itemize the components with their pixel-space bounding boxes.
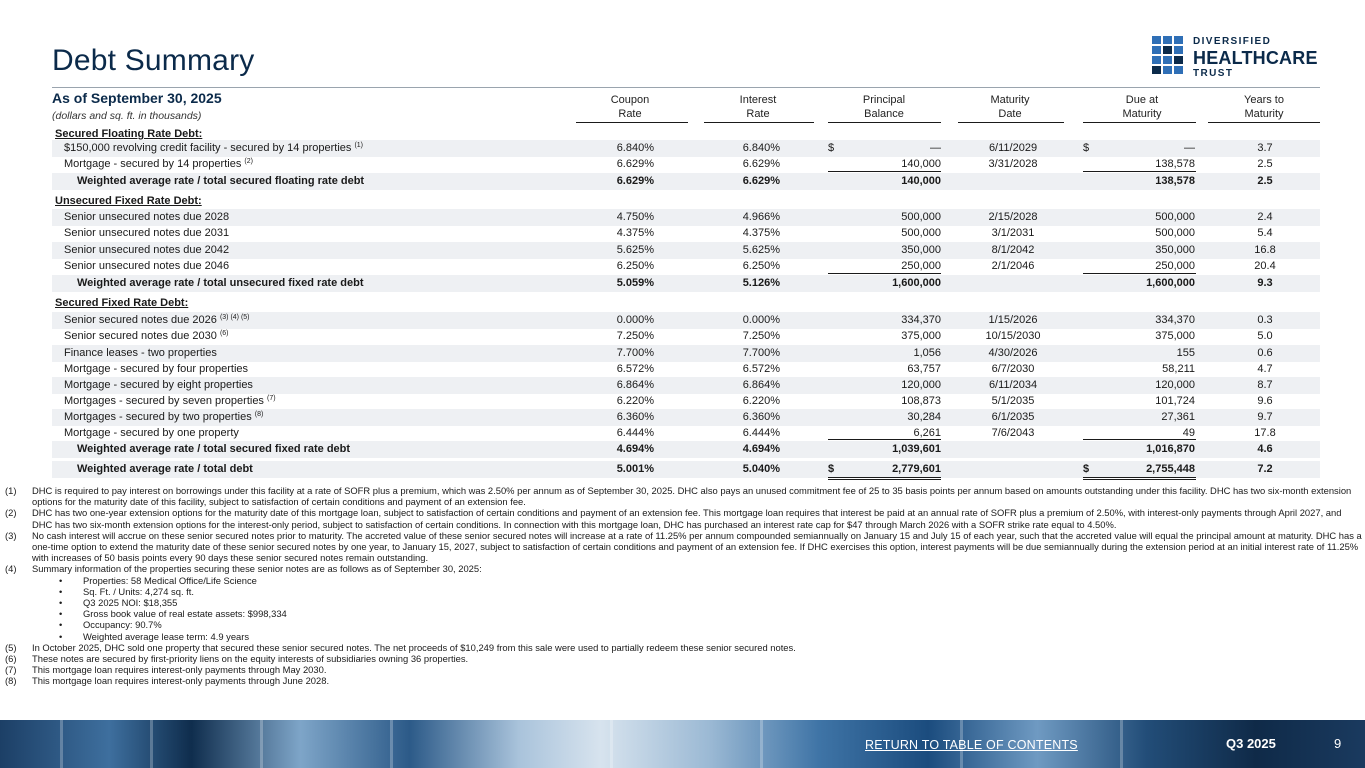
coupon-rate-cell: 6.629% bbox=[616, 158, 654, 170]
principal-balance-cell: 30,284 bbox=[907, 411, 941, 423]
interest-rate-cell: 5.625% bbox=[742, 244, 780, 256]
logo-grid-icon bbox=[1152, 36, 1186, 74]
col-head-coupon-line2: Rate bbox=[618, 107, 642, 120]
table-row bbox=[52, 209, 1320, 226]
interest-rate-cell: 6.220% bbox=[742, 395, 780, 407]
footnote bbox=[5, 530, 1362, 564]
row-label-text: Finance leases - two properties bbox=[64, 347, 217, 359]
quarter-label: Q3 2025 bbox=[1226, 736, 1276, 751]
col-head-due bbox=[1092, 94, 1192, 121]
row-label bbox=[55, 193, 202, 210]
row-label bbox=[64, 156, 253, 173]
col-head-maturity bbox=[965, 94, 1055, 121]
col-head-years-underline bbox=[1208, 122, 1320, 123]
due-dollar-sign: $ bbox=[1083, 463, 1090, 475]
years-to-maturity-cell: 3.7 bbox=[1257, 142, 1273, 154]
underline-unsecured-principal bbox=[828, 273, 941, 274]
maturity-date-cell: 8/1/2042 bbox=[991, 244, 1035, 256]
title-rule bbox=[52, 87, 1320, 88]
coupon-rate-cell: 6.629% bbox=[616, 175, 654, 187]
underline-floating-principal bbox=[828, 171, 941, 172]
years-to-maturity-cell: 9.3 bbox=[1257, 277, 1273, 289]
years-to-maturity-cell: 2.5 bbox=[1257, 175, 1273, 187]
section-header bbox=[52, 193, 1320, 210]
years-to-maturity-cell: 5.4 bbox=[1257, 227, 1273, 239]
principal-balance-cell: 250,000 bbox=[901, 260, 941, 272]
col-head-due-line1: Due at bbox=[1125, 94, 1159, 106]
footnote-ref: (8) bbox=[254, 411, 264, 418]
maturity-date-cell: 2/1/2046 bbox=[991, 260, 1035, 272]
maturity-date-cell: 10/15/2030 bbox=[985, 330, 1041, 342]
due-at-maturity-cell: 27,361 bbox=[1161, 411, 1195, 423]
footer-banner bbox=[0, 720, 1365, 768]
row-label-text: Mortgage - secured by one property bbox=[64, 427, 239, 439]
interest-rate-cell: 6.572% bbox=[742, 363, 780, 375]
row-label bbox=[64, 361, 248, 378]
years-to-maturity-cell: 9.6 bbox=[1257, 395, 1273, 407]
years-to-maturity-cell: 20.4 bbox=[1254, 260, 1276, 272]
row-label-text: Weighted average rate / total unsecured fixed rate debt bbox=[77, 277, 364, 289]
principal-balance-cell: 140,000 bbox=[901, 175, 941, 187]
due-at-maturity-cell: — bbox=[1184, 142, 1195, 154]
principal-balance-cell: 334,370 bbox=[901, 314, 941, 326]
table-row bbox=[52, 377, 1320, 394]
row-label-text: Mortgage - secured by four properties bbox=[64, 363, 249, 375]
interest-rate-cell: 5.126% bbox=[742, 277, 780, 289]
years-to-maturity-cell: 17.8 bbox=[1254, 427, 1276, 439]
footnote-bullet: • Weighted average lease term: 4.9 years bbox=[5, 631, 1362, 642]
due-at-maturity-cell: 375,000 bbox=[1155, 330, 1195, 342]
return-to-toc-link[interactable]: RETURN TO TABLE OF CONTENTS bbox=[865, 738, 1078, 752]
col-head-interest-underline bbox=[704, 122, 814, 123]
principal-balance-cell: 108,873 bbox=[901, 395, 941, 407]
logo-line-1: DIVERSIFIED bbox=[1193, 36, 1272, 47]
footnote-number: (2) bbox=[5, 507, 17, 519]
maturity-date-cell: 2/15/2028 bbox=[988, 211, 1038, 223]
principal-balance-cell: 1,600,000 bbox=[892, 277, 941, 289]
due-at-maturity-cell: 350,000 bbox=[1155, 244, 1195, 256]
footnote-bullet: • Properties: 58 Medical Office/Life Science bbox=[5, 575, 1362, 586]
coupon-rate-cell: 6.840% bbox=[616, 142, 654, 154]
footnote-number: (5) bbox=[5, 641, 17, 653]
maturity-date-cell: 6/1/2035 bbox=[991, 411, 1035, 423]
footnote-ref: (3) (4) (5) bbox=[219, 314, 250, 321]
row-label bbox=[55, 295, 188, 312]
row-label bbox=[64, 242, 229, 259]
footnote-number: (4) bbox=[5, 563, 17, 575]
due-at-maturity-cell: 1,600,000 bbox=[1146, 277, 1195, 289]
section-header bbox=[52, 295, 1320, 312]
years-to-maturity-cell: 4.6 bbox=[1257, 443, 1273, 455]
interest-rate-cell: 6.629% bbox=[742, 158, 780, 170]
principal-balance-cell: 500,000 bbox=[901, 227, 941, 239]
subtotal-row bbox=[52, 461, 1320, 478]
maturity-date-cell: 3/1/2031 bbox=[991, 227, 1035, 239]
footnote-number: (8) bbox=[5, 675, 17, 687]
years-to-maturity-cell: 0.3 bbox=[1257, 314, 1273, 326]
coupon-rate-cell: 4.750% bbox=[616, 211, 654, 223]
page-title: Debt Summary bbox=[52, 44, 255, 77]
table-row bbox=[52, 225, 1320, 242]
interest-rate-cell: 4.375% bbox=[742, 227, 780, 239]
footnote-ref: (1) bbox=[354, 142, 363, 149]
principal-balance-cell: 375,000 bbox=[901, 330, 941, 342]
principal-balance-cell: 2,779,601 bbox=[892, 463, 941, 475]
coupon-rate-cell: 0.000% bbox=[616, 314, 654, 326]
double-underline-total-due bbox=[1083, 477, 1196, 480]
coupon-rate-cell: 6.572% bbox=[616, 363, 654, 375]
years-to-maturity-cell: 0.6 bbox=[1257, 347, 1273, 359]
row-label-text: Weighted average rate / total secured fixed rate debt bbox=[77, 443, 351, 455]
row-label bbox=[77, 275, 364, 292]
due-at-maturity-cell: 500,000 bbox=[1155, 211, 1195, 223]
footnote-text: In October 2025, DHC sold one property that secured these senior secured notes. The net proceeds of $10,249 from this sale were used to partially redeem these senior secured notes. bbox=[32, 641, 796, 653]
footnote-bullet: • Q3 2025 NOI: $18,355 bbox=[5, 597, 1362, 608]
col-head-principal-underline bbox=[828, 122, 941, 123]
footnote bbox=[5, 642, 1362, 653]
subtotal-row bbox=[52, 275, 1320, 292]
principal-balance-cell: 500,000 bbox=[901, 211, 941, 223]
maturity-date-cell: 6/11/2029 bbox=[988, 142, 1038, 154]
table-row bbox=[52, 242, 1320, 259]
subtotal-row bbox=[52, 173, 1320, 190]
col-head-years-line1: Years to bbox=[1244, 94, 1284, 106]
years-to-maturity-cell: 2.4 bbox=[1257, 211, 1273, 223]
col-head-maturity-line1: Maturity bbox=[990, 94, 1030, 106]
footnote-number: (1) bbox=[5, 485, 17, 496]
due-dollar-sign: $ bbox=[1083, 142, 1090, 154]
col-head-maturity-underline bbox=[958, 122, 1064, 123]
coupon-rate-cell: 4.375% bbox=[616, 227, 654, 239]
footnote-bullet: • Sq. Ft. / Units: 4,274 sq. ft. bbox=[5, 586, 1362, 597]
interest-rate-cell: 6.444% bbox=[742, 427, 780, 439]
col-head-maturity-line2: Date bbox=[998, 107, 1022, 120]
maturity-date-cell: 5/1/2035 bbox=[991, 395, 1035, 407]
col-head-years-line2: Maturity bbox=[1244, 107, 1284, 120]
coupon-rate-cell: 5.625% bbox=[616, 244, 654, 256]
col-head-coupon-line1: Coupon bbox=[610, 94, 650, 106]
footnote-text: Summary information of the properties securing these senior notes are as follows as of September 30, 2025: bbox=[32, 563, 482, 575]
row-label bbox=[64, 209, 229, 226]
years-to-maturity-cell: 4.7 bbox=[1257, 363, 1273, 375]
footnote-bullet: • Gross book value of real estate assets: $998,334 bbox=[5, 608, 1362, 619]
maturity-date-cell: 4/30/2026 bbox=[988, 347, 1038, 359]
footnote bbox=[5, 507, 1362, 529]
logo-line-3: TRUST bbox=[1193, 68, 1234, 79]
interest-rate-cell: 0.000% bbox=[742, 314, 780, 326]
col-head-interest-line1: Interest bbox=[739, 94, 777, 106]
footnote-text: These notes are secured by first-priority liens on the equity interests of subsidiaries owning 36 properties. bbox=[32, 653, 469, 665]
row-label-text: Secured Floating Rate Debt: bbox=[55, 128, 203, 140]
col-head-principal-line2: Balance bbox=[864, 107, 904, 120]
footnote bbox=[5, 664, 1362, 675]
footnote-ref: (6) bbox=[219, 330, 229, 337]
years-to-maturity-cell: 9.7 bbox=[1257, 411, 1273, 423]
interest-rate-cell: 4.694% bbox=[742, 443, 780, 455]
due-at-maturity-cell: 155 bbox=[1176, 347, 1195, 359]
table-row bbox=[52, 140, 1320, 157]
coupon-rate-cell: 7.700% bbox=[616, 347, 654, 359]
company-logo bbox=[1152, 36, 1322, 79]
row-label bbox=[64, 225, 229, 242]
table-row bbox=[52, 361, 1320, 378]
maturity-date-cell: 3/31/2028 bbox=[988, 158, 1038, 170]
row-label-text: Senior unsecured notes due 2046 bbox=[64, 260, 230, 272]
footnote-number: (7) bbox=[5, 664, 17, 676]
coupon-rate-cell: 6.444% bbox=[616, 427, 654, 439]
col-head-due-line2: Maturity bbox=[1122, 107, 1162, 120]
row-label-text: Senior secured notes due 2030 bbox=[64, 330, 217, 342]
row-label bbox=[64, 258, 229, 275]
due-at-maturity-cell: 101,724 bbox=[1155, 395, 1195, 407]
principal-balance-cell: — bbox=[930, 142, 941, 154]
row-label-text: Mortgages - secured by two properties bbox=[64, 411, 252, 423]
footnote bbox=[5, 675, 1362, 686]
due-at-maturity-cell: 500,000 bbox=[1155, 227, 1195, 239]
row-label bbox=[64, 409, 263, 426]
row-label bbox=[64, 377, 253, 394]
table-row bbox=[52, 393, 1320, 410]
col-head-principal-line1: Principal bbox=[862, 94, 906, 106]
units-note: (dollars and sq. ft. in thousands) bbox=[52, 110, 202, 122]
coupon-rate-cell: 6.864% bbox=[616, 379, 654, 391]
due-at-maturity-cell: 1,016,870 bbox=[1146, 443, 1195, 455]
coupon-rate-cell: 5.001% bbox=[616, 463, 654, 475]
footnote-text: This mortgage loan requires interest-only payments through June 2028. bbox=[32, 675, 330, 687]
subtotal-row bbox=[52, 441, 1320, 458]
principal-balance-cell: 350,000 bbox=[901, 244, 941, 256]
row-label-text: $150,000 revolving credit facility - secured by 14 properties bbox=[64, 142, 352, 154]
principal-balance-cell: 120,000 bbox=[901, 379, 941, 391]
row-label-text: Senior unsecured notes due 2028 bbox=[64, 211, 230, 223]
principal-dollar-sign: $ bbox=[828, 463, 835, 475]
interest-rate-cell: 4.966% bbox=[742, 211, 780, 223]
due-at-maturity-cell: 2,755,448 bbox=[1146, 463, 1195, 475]
years-to-maturity-cell: 7.2 bbox=[1257, 463, 1273, 475]
footnote-text: No cash interest will accrue on these senior secured notes prior to maturity. The accreted value of these senior secured notes will increase at a rate of 11.25% per annum compounded semiannually on January 15 and July 15 of each year, such that the accreted value will equal the principal amount at maturity. DHC has a one-time option to extend the maturity date of these senior secured notes by one year, to January 15, 2027, subject to satisfaction of certain conditions and payment of an extension fee. If DHC exercises this option, interest payments will be due semiannually during the extension period at an initial interest rate of 11.25% with increases of 50 basis points every 90 days these senior secured notes remain outstanding. bbox=[32, 529, 1362, 564]
footnote-text: DHC has two one-year extension options for the maturity date of this mortgage loan, subject to satisfaction of certain conditions and payment of an extension fee. This mortgage loan requires that interest be paid at an annual rate of SOFR plus a premium of 2.50%, with interest-only payments through April 2027, and DHC has two six-month extension options for the interest-only period, subject to satisfaction of certain conditions. In connection with this mortgage loan, DHC has purchased an interest rate cap for $47 through March 2026 with a SOFR strike rate equal to 4.50%. bbox=[32, 507, 1342, 530]
principal-dollar-sign: $ bbox=[828, 142, 835, 154]
footnote-number: (6) bbox=[5, 653, 17, 665]
interest-rate-cell: 6.840% bbox=[742, 142, 780, 154]
underline-floating-due bbox=[1083, 171, 1196, 172]
principal-balance-cell: 6,261 bbox=[913, 427, 941, 439]
underline-secured-fixed-principal bbox=[828, 439, 941, 440]
double-underline-total-principal bbox=[828, 477, 941, 480]
logo-text bbox=[1193, 36, 1318, 79]
row-label-text: Weighted average rate / total secured floating rate debt bbox=[77, 175, 365, 187]
interest-rate-cell: 7.250% bbox=[742, 330, 780, 342]
table-row bbox=[52, 328, 1320, 345]
row-label bbox=[77, 461, 253, 478]
row-label bbox=[64, 393, 276, 410]
col-head-coupon-underline bbox=[576, 122, 688, 123]
table-row bbox=[52, 312, 1320, 329]
principal-balance-cell: 1,056 bbox=[913, 347, 941, 359]
maturity-date-cell: 6/11/2034 bbox=[988, 379, 1038, 391]
interest-rate-cell: 6.864% bbox=[742, 379, 780, 391]
row-label bbox=[77, 173, 364, 190]
due-at-maturity-cell: 250,000 bbox=[1155, 260, 1195, 272]
underline-secured-fixed-due bbox=[1083, 439, 1196, 440]
footnote-text: This mortgage loan requires interest-only payments through May 2030. bbox=[32, 664, 327, 676]
coupon-rate-cell: 4.694% bbox=[616, 443, 654, 455]
row-label bbox=[64, 312, 250, 329]
principal-balance-cell: 63,757 bbox=[907, 363, 941, 375]
footnote-bullet: • Occupancy: 90.7% bbox=[5, 619, 1362, 630]
page-number: 9 bbox=[1334, 736, 1342, 751]
interest-rate-cell: 7.700% bbox=[742, 347, 780, 359]
maturity-date-cell: 6/7/2030 bbox=[991, 363, 1035, 375]
maturity-date-cell: 7/6/2043 bbox=[991, 427, 1035, 439]
coupon-rate-cell: 5.059% bbox=[616, 277, 654, 289]
due-at-maturity-cell: 138,578 bbox=[1155, 175, 1195, 187]
logo-line-2: HEALTHCARE bbox=[1193, 48, 1318, 68]
row-label-text: Mortgages - secured by seven properties bbox=[64, 395, 264, 407]
footnote-number: (3) bbox=[5, 529, 17, 541]
row-label bbox=[64, 345, 217, 362]
row-label bbox=[64, 328, 229, 345]
footnotes bbox=[5, 485, 1362, 687]
row-label bbox=[77, 441, 350, 458]
years-to-maturity-cell: 8.7 bbox=[1257, 379, 1273, 391]
interest-rate-cell: 6.250% bbox=[742, 260, 780, 272]
principal-balance-cell: 1,039,601 bbox=[892, 443, 941, 455]
row-label-text: Senior unsecured notes due 2031 bbox=[64, 227, 230, 239]
coupon-rate-cell: 6.360% bbox=[616, 411, 654, 423]
row-label-text: Mortgage - secured by eight properties bbox=[64, 379, 253, 391]
row-label bbox=[64, 140, 363, 157]
due-at-maturity-cell: 120,000 bbox=[1155, 379, 1195, 391]
interest-rate-cell: 6.360% bbox=[742, 411, 780, 423]
col-head-coupon bbox=[590, 94, 670, 121]
row-label-text: Weighted average rate / total debt bbox=[77, 463, 253, 475]
years-to-maturity-cell: 5.0 bbox=[1257, 330, 1273, 342]
coupon-rate-cell: 6.220% bbox=[616, 395, 654, 407]
years-to-maturity-cell: 16.8 bbox=[1254, 244, 1276, 256]
row-label bbox=[64, 425, 239, 442]
due-at-maturity-cell: 138,578 bbox=[1155, 158, 1195, 170]
as-of-date: As of September 30, 2025 bbox=[52, 90, 222, 106]
row-label-text: Secured Fixed Rate Debt: bbox=[55, 297, 189, 309]
due-at-maturity-cell: 334,370 bbox=[1155, 314, 1195, 326]
col-head-due-underline bbox=[1083, 122, 1196, 123]
underline-unsecured-due bbox=[1083, 273, 1196, 274]
row-label-text: Senior unsecured notes due 2042 bbox=[64, 244, 230, 256]
interest-rate-cell: 6.629% bbox=[742, 175, 780, 187]
footnote bbox=[5, 653, 1362, 664]
interest-rate-cell: 5.040% bbox=[742, 463, 780, 475]
footnote-ref: (7) bbox=[267, 395, 276, 402]
principal-balance-cell: 140,000 bbox=[901, 158, 941, 170]
due-at-maturity-cell: 58,211 bbox=[1162, 363, 1195, 375]
footnote bbox=[5, 563, 1362, 574]
coupon-rate-cell: 6.250% bbox=[616, 260, 654, 272]
col-head-interest-line2: Rate bbox=[746, 107, 770, 120]
row-label-text: Senior secured notes due 2026 bbox=[64, 314, 217, 326]
row-label-text: Unsecured Fixed Rate Debt: bbox=[55, 195, 202, 207]
col-head-years bbox=[1214, 94, 1314, 121]
table-row bbox=[52, 345, 1320, 362]
footnote-ref: (2) bbox=[244, 158, 253, 165]
col-head-interest bbox=[718, 94, 798, 121]
coupon-rate-cell: 7.250% bbox=[616, 330, 654, 342]
footnote-text: DHC is required to pay interest on borrowings under this facility at a rate of SOFR plus a premium, which was 2.50% per annum as of September 30, 2025. DHC also pays an unused commitment fee of 25 to 35 basis points per annum based on amounts outstanding under this facility. DHC has two six-month extension options for the maturity date of this facility, subject to satisfaction of certain conditions and payment of an extension fee. bbox=[32, 485, 1352, 508]
footnote bbox=[5, 485, 1362, 507]
table-row bbox=[52, 409, 1320, 426]
row-label-text: Mortgage - secured by 14 properties bbox=[64, 158, 242, 170]
maturity-date-cell: 1/15/2026 bbox=[988, 314, 1038, 326]
years-to-maturity-cell: 2.5 bbox=[1257, 158, 1273, 170]
due-at-maturity-cell: 49 bbox=[1182, 427, 1195, 439]
col-head-principal bbox=[834, 94, 934, 121]
